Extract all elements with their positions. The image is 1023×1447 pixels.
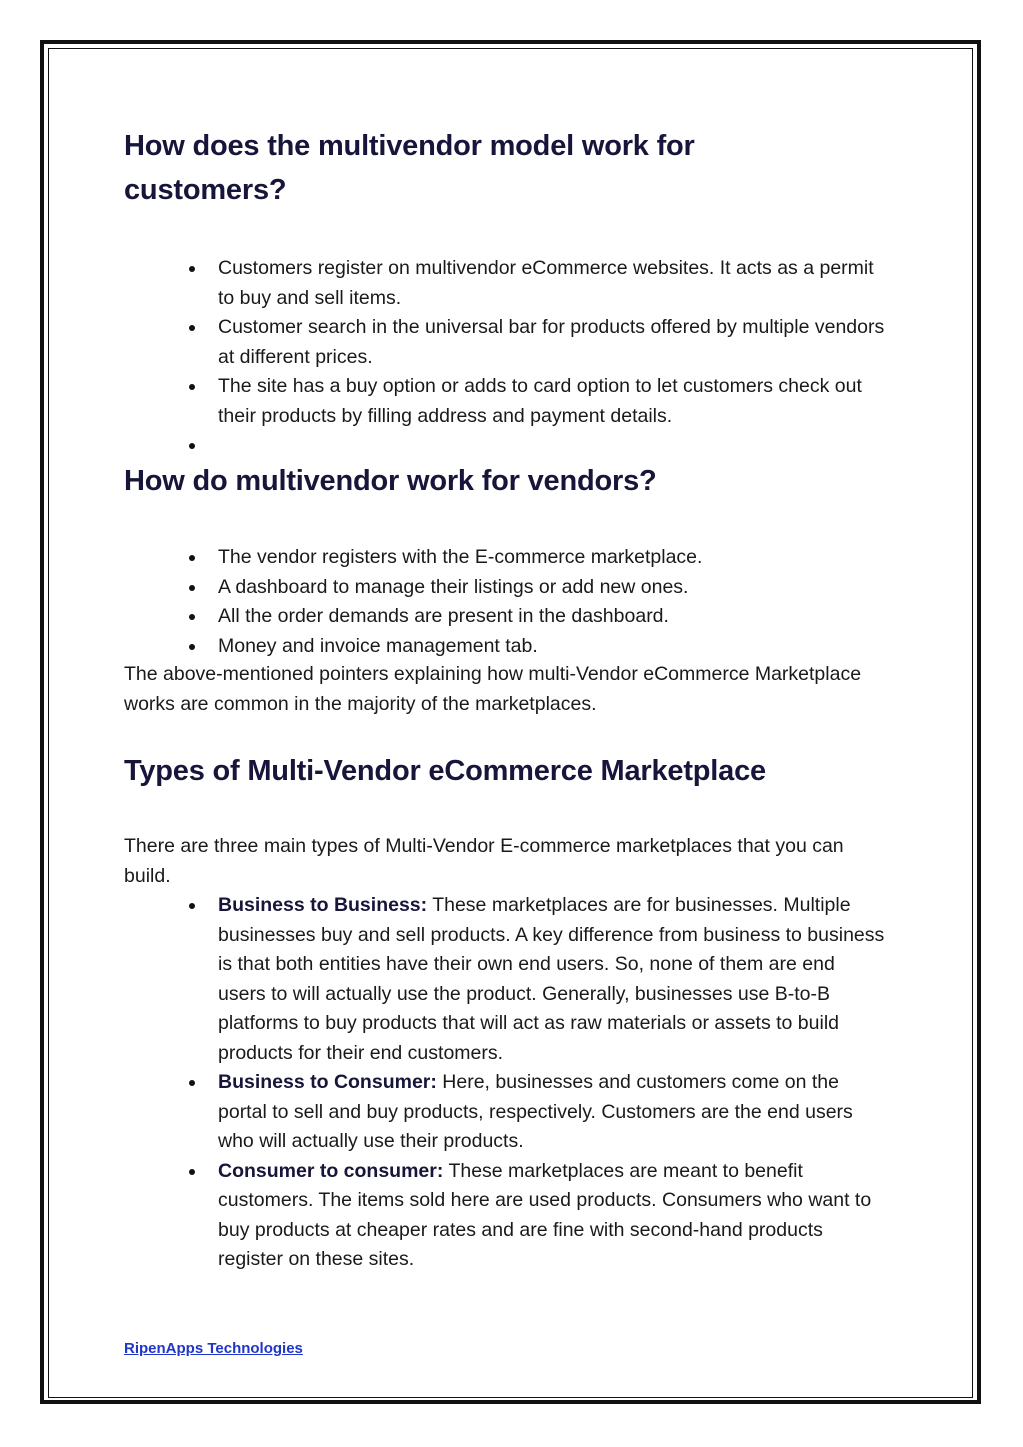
list-item: Customer search in the universal bar for products offered by multiple vendors at different prices.	[186, 313, 886, 372]
list-item: Customers register on multivendor eCommerce websites. It acts as a permit to buy and sell items.	[186, 254, 886, 313]
section2-paragraph: The above-mentioned pointers explaining how multi-Vendor eCommerce Marketplace works are common in the majority of the marketplaces.	[124, 663, 862, 715]
list-item	[186, 891, 886, 1068]
list-item-text: These marketplaces are for businesses. Multiple businesses buy and sell products. A key difference from business to business is that both entities have their own end users. So, none of them are end users to will actually use the product. Generally, businesses use B-to-B platforms to buy products that will act as raw materials or assets to build products for their end customers.	[218, 894, 885, 1064]
list-item-text: Here, businesses and customers come on the portal to sell and buy products, respectively. Customers are the end users who will actually use their products.	[218, 1071, 853, 1152]
section3-list	[186, 891, 886, 1275]
list-item: Money and invoice management tab.	[186, 632, 886, 662]
list-item: The vendor registers with the E-commerce marketplace.	[186, 543, 886, 573]
section2-heading: How do multivendor work for vendors?	[124, 465, 657, 497]
list-item-term: Business to Business:	[218, 894, 428, 916]
section3-heading: Types of Multi-Vendor eCommerce Marketplace	[124, 755, 766, 787]
section3-intro: There are three main types of Multi-Vendor E-commerce marketplaces that you can build.	[124, 835, 844, 887]
section1-list	[186, 254, 886, 461]
footer-link[interactable]: RipenApps Technologies	[124, 1340, 303, 1357]
section2-list	[186, 543, 886, 661]
list-item	[186, 1157, 886, 1275]
list-item-empty	[186, 431, 886, 461]
list-item	[186, 1068, 886, 1157]
list-item-term: Consumer to consumer:	[218, 1159, 444, 1182]
list-item: All the order demands are present in the dashboard.	[186, 602, 886, 632]
list-item: The site has a buy option or adds to card option to let customers check out their products by filling address and payment details.	[186, 372, 886, 431]
list-item-term: Business to Consumer:	[218, 1071, 437, 1093]
section1-heading: How does the multivendor model work for customers?	[124, 130, 695, 206]
list-item: A dashboard to manage their listings or add new ones.	[186, 573, 886, 603]
list-item-text: These marketplaces are meant to benefit customers. The items sold here are used products. Consumers who want to buy products at cheaper rates and are fine with second-hand products register on these sites.	[218, 1159, 872, 1270]
